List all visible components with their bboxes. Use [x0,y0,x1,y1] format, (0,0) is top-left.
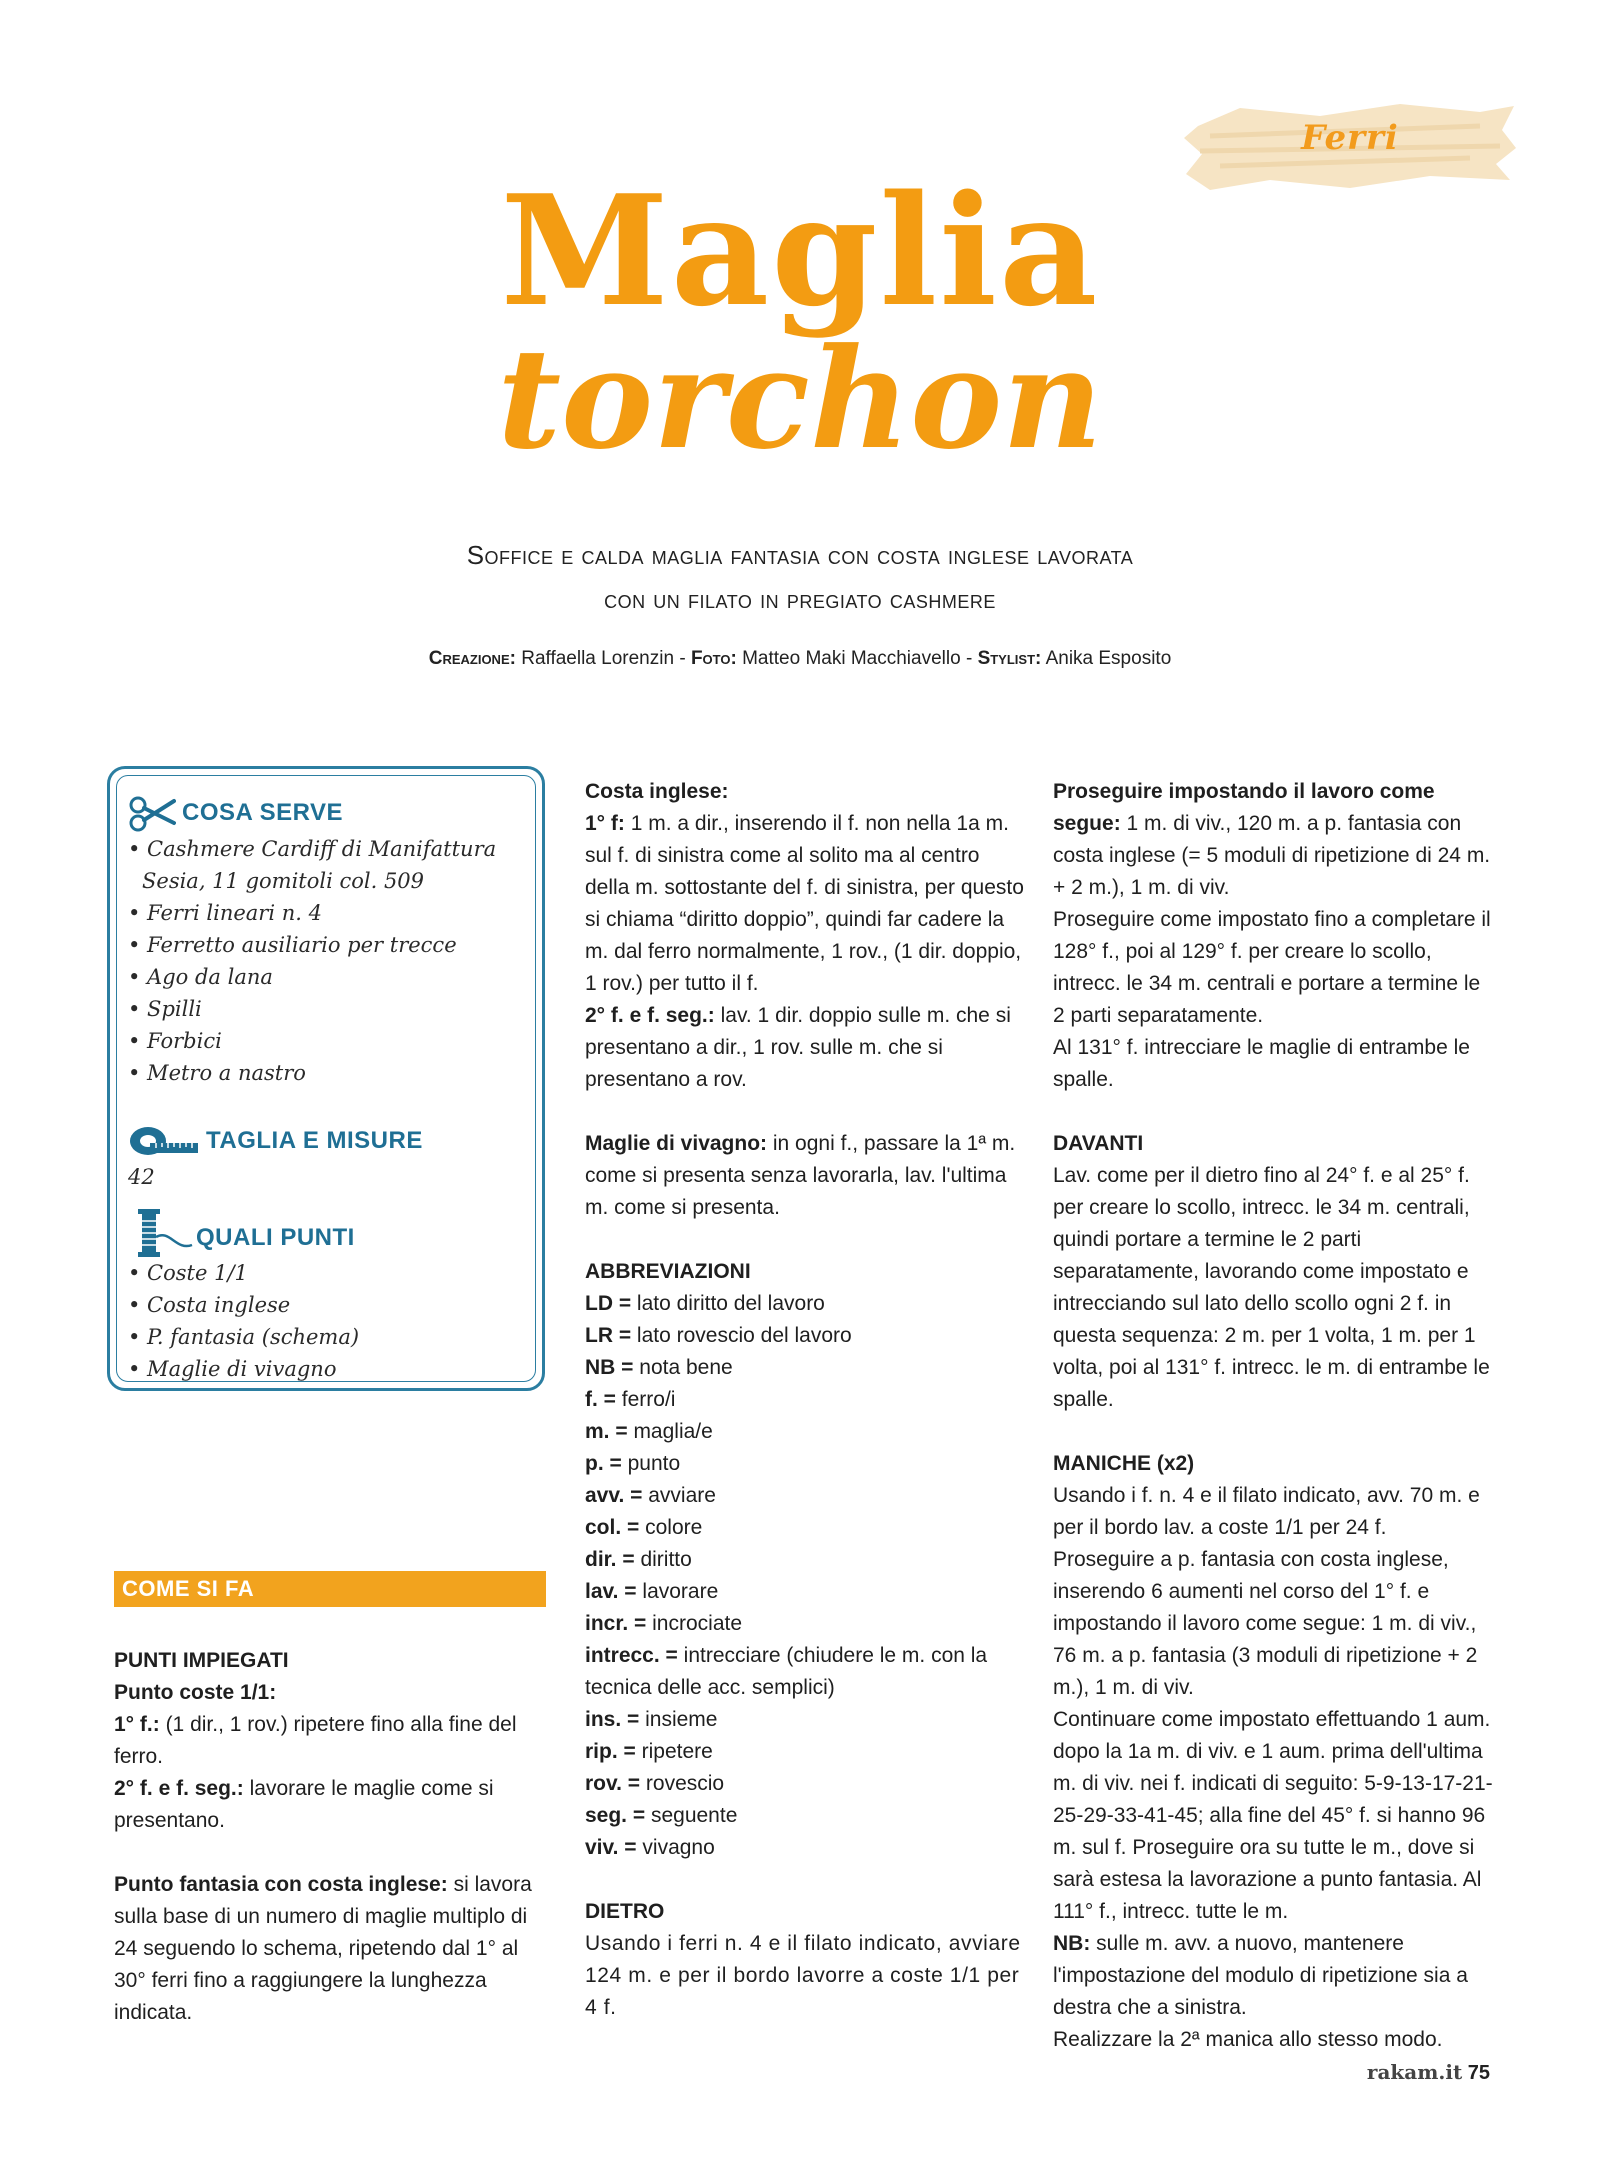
credits [0,648,1600,670]
neckline-paragraph: Proseguire come impostato fino a completare il 128° f., poi al 129° f. per creare lo scollo, intrecc. le 34 m. centrali e portare a termine le 2 parti separatamente. [1053,908,1491,1027]
abbreviation-value: maglia/e [627,1420,713,1443]
thread-spool-icon [134,1207,194,1264]
section-tag-label: Ferri [1301,118,1399,158]
abbreviation-row [585,1544,1025,1576]
abbreviation-value: punto [621,1452,681,1475]
stitches-heading: QUALI PUNTI [196,1224,355,1251]
abbreviation-value: vivagno [636,1836,715,1859]
abbreviation-row [585,1416,1025,1448]
stitches-item: • P. fantasia (schema) [128,1325,360,1349]
abbreviation-row [585,1640,1025,1704]
abbreviation-key: lav. = [585,1580,637,1603]
abbreviation-value: rovescio [640,1772,725,1795]
abbreviation-key: rip. = [585,1740,636,1763]
costa-inglese-title: Costa inglese: [585,780,729,803]
abbreviation-value: colore [639,1516,703,1539]
page-title: Maglia [500,161,1100,340]
abbreviation-key: dir. = [585,1548,635,1571]
credit-stylist: Anika Esposito [1041,648,1172,669]
tape-measure-icon [128,1123,200,1164]
abbreviation-row [585,1480,1025,1512]
stitches-list [128,1257,359,1385]
costa-row-1: 1° f: 1 m. a dir., inserendo il f. non nella 1a m. sul f. di sinistra come al solito ma al centro della m. sottostante del f. di sinistra, per questo si chiama “diritto doppio”, quindi far cadere la m. dal ferro normalmente, 1 rov., (1 dir. doppio, 1 rov.) per tutto il f. [585,812,1024,995]
abbreviation-row [585,1576,1025,1608]
abbreviations-heading: ABBREVIAZIONI [585,1260,751,1283]
scissors-icon [128,793,176,838]
materials-heading: COSA SERVE [182,799,344,826]
materials-item: Sesia, 11 gomitoli col. 509 [142,869,425,893]
abbreviation-value: lato rovescio del lavoro [631,1324,852,1347]
credit-label-creation: Creazione: [428,648,516,669]
site-name: rakam.it [1366,2060,1463,2084]
rib-row-2: 2° f. e f. seg.: lavorare le maglie come si presentano. [114,1777,494,1832]
credit-photo: Matteo Maki Macchiavello - [736,648,978,669]
materials-box [107,766,545,1391]
subtitle-line-1: Soffice e calda maglia fantasia con costa inglese lavorata [466,540,1134,570]
materials-item: • Metro a nastro [128,1061,306,1085]
costa-row-2: 2° f. e f. seg.: lav. 1 dir. doppio sulle m. che si presentano a dir., 1 rov. sulle m. che si presentano a rov. [585,1004,1011,1091]
materials-item: • Cashmere Cardiff di Manifattura [128,837,497,861]
abbreviation-key: viv. = [585,1836,637,1859]
page-number: 75 [1467,2062,1490,2084]
abbreviation-row [585,1736,1025,1768]
abbreviation-key: incr. = [585,1612,647,1635]
abbreviation-value: incrociate [646,1612,743,1635]
credit-label-photo: Foto: [690,648,737,669]
abbreviation-row [585,1608,1025,1640]
abbreviation-value: ripetere [635,1740,713,1763]
subtitle-line-2: con un filato in pregiato cashmere [604,584,996,614]
column-3 [1053,776,1493,2056]
abbreviation-row [585,1800,1025,1832]
abbreviation-key: seg. = [585,1804,646,1827]
column-2 [585,776,1025,2024]
abbreviation-key: f. = [585,1388,616,1411]
abbreviation-value: intrecciare (chiudere le m. con la tecnica delle acc. semplici) [585,1644,988,1699]
abbreviation-row [585,1832,1025,1864]
abbreviation-key: rov. = [585,1772,641,1795]
credit-label-stylist: Stylist: [977,648,1042,669]
abbreviation-value: insieme [639,1708,718,1731]
back-continue-paragraph: Proseguire impostando il lavoro come segue: 1 m. di viv., 120 m. a p. fantasia con costa inglese (= 5 moduli di ripetizione di 24 m. + 2 m.), 1 m. di viv. [1053,780,1491,899]
back-paragraph: Usando i ferri n. 4 e il filato indicato, avviare 124 m. e per il bordo lavorre a coste 1/1 per 4 f. [585,1932,1021,2019]
materials-item: • Ago da lana [128,965,273,989]
column-1 [114,1645,548,2029]
sleeves-paragraph-2: Proseguire a p. fantasia con costa inglese, inserendo 6 aumenti nel corso del 1° f. e impostando il lavoro come segue: 1 m. di viv., 76 m. a p. fantasia (3 moduli di ripetizione + 2 m.), 1 m. di viv. [1053,1548,1478,1699]
abbreviation-key: NB = [585,1356,634,1379]
rib-row-1: 1° f.: (1 dir., 1 rov.) ripetere fino alla fine del ferro. [114,1713,517,1768]
abbreviation-value: ferro/i [615,1388,676,1411]
materials-item: • Forbici [128,1029,222,1053]
abbreviation-row [585,1352,1025,1384]
materials-item: • Ferretto ausiliario per trecce [128,933,457,957]
how-to-bar: COME SI FA [114,1571,546,1607]
abbreviation-key: col. = [585,1516,640,1539]
page-title-script: torchon [497,317,1103,480]
abbreviation-value: avviare [642,1484,716,1507]
fancy-stitch-paragraph: Punto fantasia con costa inglese: si lavora sulla base di un numero di maglie multiplo di 24 seguendo lo schema, ripetendo dal 1° al 30° ferri fino a raggiungere la lunghezza indicata. [114,1873,532,2024]
credit-creation: Raffaella Lorenzin - [515,648,691,669]
abbreviation-value: lavorare [636,1580,719,1603]
sizes-value: 42 [128,1165,155,1189]
front-heading: DAVANTI [1053,1132,1144,1155]
sleeves-heading: MANICHE (x2) [1053,1452,1195,1475]
abbreviation-value: nota bene [633,1356,733,1379]
materials-list [128,833,496,1089]
abbreviations-list [585,1288,1025,1864]
abbreviation-value: seguente [645,1804,738,1827]
materials-item: • Ferri lineari n. 4 [128,901,322,925]
rib-stitch-title: Punto coste 1/1: [114,1681,277,1704]
abbreviation-row [585,1448,1025,1480]
page-footer [1367,2060,1490,2085]
shoulders-paragraph: Al 131° f. intrecciare le maglie di entrambe le spalle. [1053,1036,1470,1091]
materials-item: • Spilli [128,997,202,1021]
selvedge-paragraph: Maglie di vivagno: in ogni f., passare la 1ª m. come si presenta senza lavorarla, lav. l'ultima m. come si presenta. [585,1132,1016,1219]
second-sleeve-paragraph: Realizzare la 2ª manica allo stesso modo. [1053,2028,1443,2051]
abbreviation-key: LD = [585,1292,632,1315]
front-paragraph: Lav. come per il dietro fino al 24° f. e al 25° f. per creare lo scollo, intrecc. le 34 m. centrali, quindi portare a termine le 2 parti separatamente, lavorando come impostato e intrecciando sul lato dello scollo ogni 2 f. in questa sequenza: 2 m. per 1 volta, 1 m. per 1 volta, poi al 131° f. intrecc. le m. di entrambe le spalle. [1053,1164,1490,1411]
stitches-used-heading: PUNTI IMPIEGATI [114,1649,289,1672]
abbreviation-row [585,1704,1025,1736]
abbreviation-key: LR = [585,1324,632,1347]
abbreviation-row [585,1320,1025,1352]
abbreviation-key: p. = [585,1452,622,1475]
sleeves-paragraph-1: Usando i f. n. 4 e il filato indicato, avv. 70 m. e per il bordo lav. a coste 1/1 per 24 f. [1053,1484,1480,1539]
back-heading: DIETRO [585,1900,665,1923]
abbreviation-value: diritto [634,1548,692,1571]
abbreviation-key: intrecc. = [585,1644,678,1667]
sleeves-paragraph-3: Continuare come impostato effettuando 1 aum. dopo la 1a m. di viv. e 1 aum. prima dell'ultima m. di viv. nei f. indicati di seguito: 5-9-13-17-21-25-29-33-41-45; alla fine del 45° f. si hanno 96 m. sul f. Proseguire ora su tutte le m., dove si sarà estesa la lavorazione a punto fantasia. Al 111° f., intrecc. tutte le m. [1053,1708,1493,1923]
abbreviation-row [585,1384,1025,1416]
abbreviation-row [585,1288,1025,1320]
abbreviation-key: m. = [585,1420,628,1443]
stitches-item: • Costa inglese [128,1293,291,1317]
abbreviation-row [585,1512,1025,1544]
abbreviation-row [585,1768,1025,1800]
abbreviation-key: avv. = [585,1484,643,1507]
abbreviation-value: lato diritto del lavoro [631,1292,825,1315]
sleeves-note: NB: sulle m. avv. a nuovo, mantenere l'impostazione del modulo di ripetizione sia a destra che a sinistra. [1053,1932,1468,2019]
stitches-item: • Coste 1/1 [128,1261,248,1285]
stitches-item: • Maglie di vivagno [128,1357,337,1381]
sizes-heading: TAGLIA E MISURE [206,1127,423,1154]
abbreviation-key: ins. = [585,1708,640,1731]
